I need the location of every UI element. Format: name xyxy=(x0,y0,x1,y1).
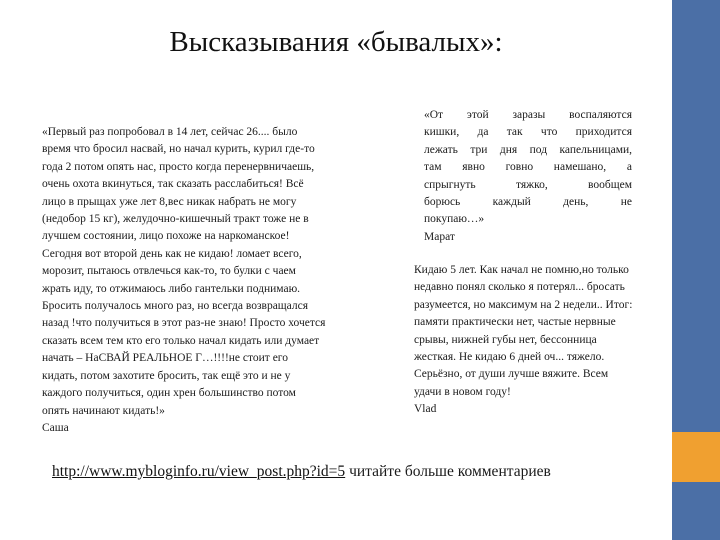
quote-line: «От этой заразы воспаляются xyxy=(424,109,632,121)
quote-line: (недобор 15 кг), желудочно-кишечный тракт тоже не в xyxy=(42,213,309,226)
quote-line: назад !что получиться в этот раз-не знаю! Просто хочется xyxy=(42,317,326,330)
quote-line: года 2 потом опять нас, просто когда перенервничаешь, xyxy=(42,160,315,173)
quote-line: покупаю…» xyxy=(424,213,485,226)
quote-line: памяти практически нет, частые нервные xyxy=(414,316,616,329)
quote-line: очень охота вкинуться, так сказать расслабиться! Всё xyxy=(42,178,304,191)
quote-line: жесткая. Не кидаю 6 дней оч... тяжело. xyxy=(414,351,605,364)
quote-line: Бросить получалось много раз, но всегда возвращался xyxy=(42,300,308,313)
quote-line: каждого получиться, один хрен большинство потом xyxy=(42,387,296,400)
quote-line: удачи в новом году! xyxy=(414,385,511,398)
quote-line: там явно говно намешано, а xyxy=(424,161,632,174)
quote-line: борюсь каждый день, не xyxy=(424,196,632,209)
quote-author: Марат xyxy=(424,230,455,243)
quote-line: «Первый раз попробовал в 14 лет, сейчас 26.... было xyxy=(42,126,298,138)
right-top-quote xyxy=(424,107,632,246)
quote-author: Саша xyxy=(42,421,69,434)
slide-title: Высказывания «бывалых»: xyxy=(169,26,503,58)
quote-line: разумеется, но максимум на 2 недели.. Итог: xyxy=(414,298,633,311)
quote-line: срывы, нижней губы нет, бессонница xyxy=(414,333,597,346)
source-link[interactable]: http://www.mybloginfo.ru/view_post.php?id=5 xyxy=(52,463,346,480)
left-quote xyxy=(42,124,366,437)
quote-author: Vlad xyxy=(414,403,437,416)
quote-line: опять начинают кидать!» xyxy=(42,404,165,417)
quote-line: лежать три дня под капельницами, xyxy=(424,143,632,156)
quote-line: начать – НаСВАЙ РЕАЛЬНОЕ Г…!!!!не стоит его xyxy=(42,352,288,365)
quote-line: недавно понял сколько я потерял... бросать xyxy=(414,281,625,294)
quote-line: Сегодня вот второй день как не кидаю! ломает всего, xyxy=(42,247,302,260)
quote-line: жрать иду, то отжимаюсь либо гантельки поднимаю. xyxy=(42,282,301,295)
quote-line: Кидаю 5 лет. Как начал не помню,но только xyxy=(414,264,629,276)
quote-line: лицо в прыщах уже лет 8,вес никак набрать не могу xyxy=(42,195,297,208)
quote-line: время что бросил насвай, но начал курить, курил где-то xyxy=(42,143,315,156)
quote-line: морозит, пытаюсь отвлечься как-то, то булки с чаем xyxy=(42,265,296,278)
quote-line: кишки, да так что приходится xyxy=(424,126,632,139)
footer-text: читайте больше комментариев xyxy=(345,463,551,480)
quote-line: лучшем состоянии, лицо похоже на наркоманское! xyxy=(42,230,290,243)
quote-line: Серьёзно, от души лучше вяжите. Всем xyxy=(414,368,609,381)
footer-source xyxy=(52,462,672,482)
quote-line: сказать всем тем кто его только начал кидать или думает xyxy=(42,334,320,347)
quote-line: спрыгнуть тяжко, вообщем xyxy=(424,178,632,191)
quote-line: кидать, потом захотите бросить, так ещё это и не у xyxy=(42,369,291,382)
sidebar-accent-block xyxy=(672,432,720,482)
right-bottom-quote xyxy=(414,262,684,419)
